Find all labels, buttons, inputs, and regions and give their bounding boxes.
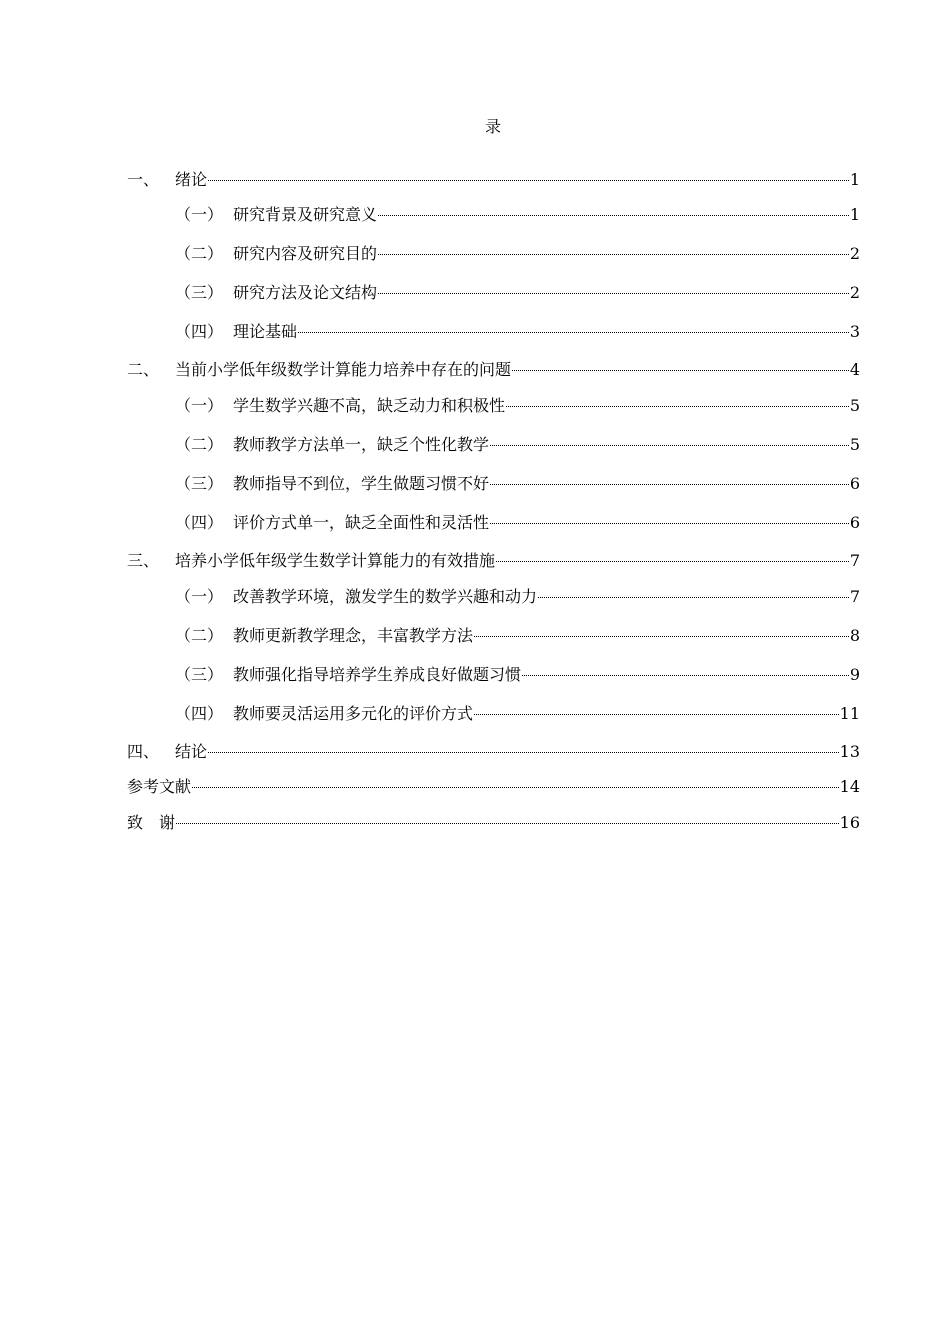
toc-entry-label: 研究方法及论文结构: [233, 283, 378, 302]
toc-entry-label: 教师指导不到位，学生做题习惯不好: [233, 474, 490, 493]
toc-entry-page: 7: [849, 551, 860, 570]
toc-title: 录: [484, 117, 501, 136]
toc-entry-page: 11: [839, 704, 860, 723]
toc-entry-number: 一、: [127, 170, 160, 189]
toc-entry-number: （三）: [175, 474, 224, 493]
toc-entry-page: 16: [839, 813, 860, 832]
dot-leader: [378, 215, 849, 216]
toc-entry-page: 2: [849, 283, 860, 302]
toc-entry-label: 理论基础: [233, 322, 298, 341]
dot-leader: [192, 787, 839, 788]
toc-entry-page: 4: [849, 360, 860, 379]
toc-entry-number: （三）: [175, 283, 224, 302]
toc-entry[interactable]: [175, 703, 860, 725]
toc-entry[interactable]: [175, 512, 860, 534]
dot-leader: [490, 445, 849, 446]
toc-entry-label: 致 谢: [127, 813, 176, 832]
toc-entry[interactable]: [175, 282, 860, 304]
dot-leader: [490, 523, 849, 524]
toc-entry-number: 二、: [127, 360, 160, 379]
toc-entry-number: （二）: [175, 244, 224, 263]
toc-entry[interactable]: [127, 776, 860, 798]
toc-entry-label: 教师更新教学理念，丰富教学方法: [233, 626, 474, 645]
toc-entry[interactable]: [175, 321, 860, 343]
toc-entry[interactable]: [175, 395, 860, 417]
toc-entry-label: 研究背景及研究意义: [233, 205, 378, 224]
toc-entry-number: 三、: [127, 551, 160, 570]
dot-leader: [474, 636, 849, 637]
toc-entry-number: （二）: [175, 435, 224, 454]
toc-entry-number: （四）: [175, 322, 224, 341]
toc-entry-page: 1: [849, 205, 860, 224]
toc-entry-label: 绪论: [175, 170, 208, 189]
toc-entry[interactable]: [127, 812, 860, 834]
toc-entry[interactable]: [127, 359, 860, 381]
toc-entry-number: （一）: [175, 396, 224, 415]
toc-entry-page: 13: [839, 742, 860, 761]
dot-leader: [512, 370, 849, 371]
toc-entry[interactable]: [175, 586, 860, 608]
toc-entry-label: 参考文献: [127, 777, 192, 796]
toc-entry-page: 5: [849, 435, 860, 454]
dot-leader: [298, 332, 849, 333]
toc-entry-number: （二）: [175, 626, 224, 645]
toc-entry-label: 学生数学兴趣不高，缺乏动力和积极性: [233, 396, 506, 415]
toc-entry-label: 教师教学方法单一，缺乏个性化教学: [233, 435, 490, 454]
dot-leader: [378, 293, 849, 294]
toc-entry[interactable]: [127, 741, 860, 763]
toc-entry-page: 1: [849, 170, 860, 189]
dot-leader: [490, 484, 849, 485]
toc-entry-page: 6: [849, 474, 860, 493]
dot-leader: [208, 752, 839, 753]
toc-entry-label: 评价方式单一，缺乏全面性和灵活性: [233, 513, 490, 532]
toc-entry-page: 2: [849, 244, 860, 263]
toc-entry-label: 教师强化指导培养学生养成良好做题习惯: [233, 665, 522, 684]
toc-entry-label: 培养小学低年级学生数学计算能力的有效措施: [175, 551, 496, 570]
dot-leader: [474, 714, 839, 715]
toc-entry-number: 四、: [127, 742, 160, 761]
dot-leader: [538, 597, 849, 598]
dot-leader: [496, 561, 849, 562]
toc-entry-number: （一）: [175, 587, 224, 606]
toc-entry-page: 3: [849, 322, 860, 341]
dot-leader: [506, 406, 849, 407]
toc-entry[interactable]: [175, 243, 860, 265]
toc-entry[interactable]: [175, 664, 860, 686]
toc-entry[interactable]: [127, 169, 860, 191]
toc-entry-page: 14: [839, 777, 860, 796]
toc-entry-number: （四）: [175, 513, 224, 532]
toc-entry[interactable]: [175, 473, 860, 495]
dot-leader: [378, 254, 849, 255]
toc-entry-page: 9: [849, 665, 860, 684]
toc-entry[interactable]: [127, 550, 860, 572]
toc-entry-label: 教师要灵活运用多元化的评价方式: [233, 704, 474, 723]
toc-entry-page: 5: [849, 396, 860, 415]
toc-entry-label: 结论: [175, 742, 208, 761]
toc-entry[interactable]: [175, 434, 860, 456]
toc-entry-number: （一）: [175, 205, 224, 224]
toc-entry-label: 研究内容及研究目的: [233, 244, 378, 263]
toc-entry-page: 7: [849, 587, 860, 606]
toc-entry[interactable]: [175, 204, 860, 226]
toc-entry-label: 改善教学环境，激发学生的数学兴趣和动力: [233, 587, 538, 606]
toc-entry-number: （四）: [175, 704, 224, 723]
toc-entry[interactable]: [175, 625, 860, 647]
toc-entry-label: 当前小学低年级数学计算能力培养中存在的问题: [175, 360, 512, 379]
toc-entry-page: 8: [849, 626, 860, 645]
dot-leader: [176, 823, 839, 824]
toc-entry-number: （三）: [175, 665, 224, 684]
dot-leader: [522, 675, 849, 676]
dot-leader: [208, 180, 849, 181]
toc-entry-page: 6: [849, 513, 860, 532]
